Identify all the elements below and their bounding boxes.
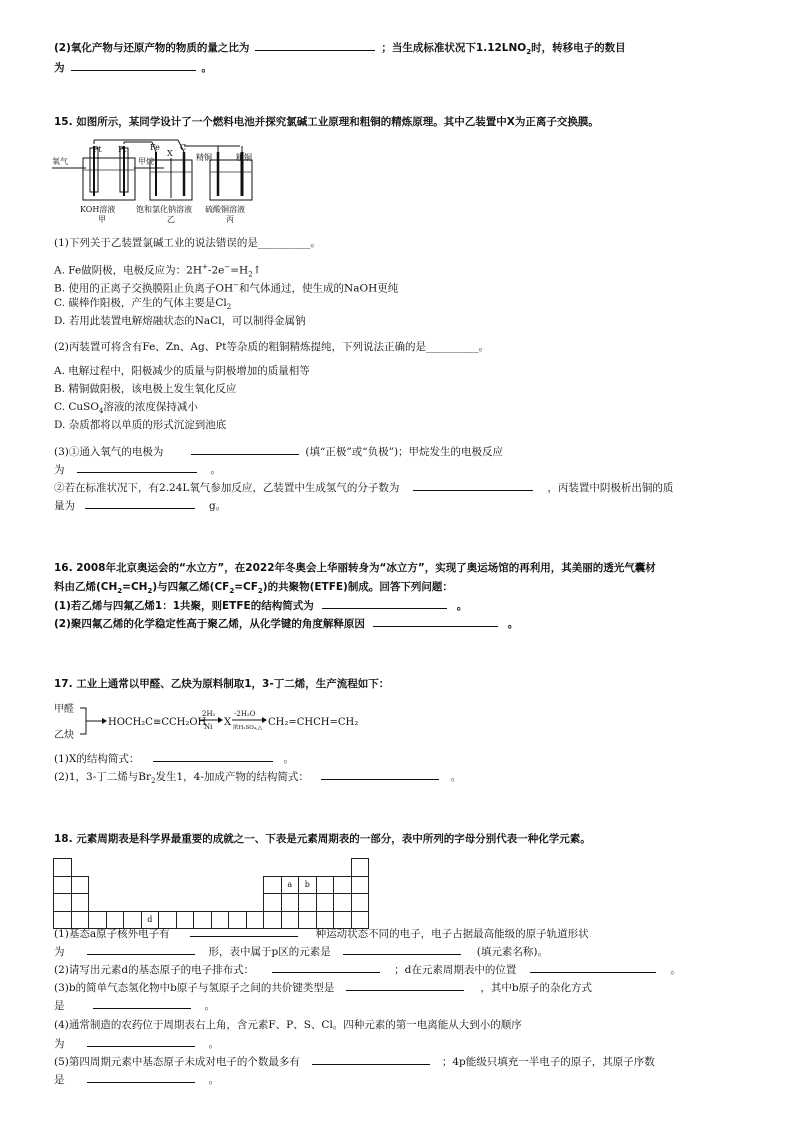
q15-text: ②若在标准状况下，有2.24L氧气参加反应，乙装置中生成氢气的分子数为 xyxy=(54,482,400,494)
subscript: 2 xyxy=(526,48,532,57)
answer-blank[interactable] xyxy=(530,962,656,973)
svg-text:CH₂=CHCH=CH₂: CH₂=CHCH=CH₂ xyxy=(268,717,359,728)
q17-text: 。 xyxy=(450,771,462,783)
svg-text:浓H₂SO₄,△: 浓H₂SO₄,△ xyxy=(233,725,262,731)
answer-blank[interactable] xyxy=(87,944,195,955)
q16-text: 。 xyxy=(456,600,468,612)
svg-text:Pt: Pt xyxy=(118,145,127,154)
subscript: 2 xyxy=(147,587,153,596)
answer-blank[interactable] xyxy=(272,962,380,973)
q18-text: ；4p能级只填充一半电子的原子，其原子序数 xyxy=(441,1056,655,1068)
q14-line-1 xyxy=(54,40,626,59)
subscript: 2 xyxy=(226,303,232,312)
subscript: 2 xyxy=(117,587,123,596)
element-a: a xyxy=(281,876,299,894)
q15-part3-line1 xyxy=(54,444,503,459)
subscript: 4 xyxy=(98,407,104,416)
svg-text:甲烷: 甲烷 xyxy=(138,157,154,166)
q15-option-D1[interactable]: D. 若用此装置电解熔融状态的NaCl，可以制得金属钠 xyxy=(54,315,306,327)
option-text: =H xyxy=(230,264,249,277)
beaker-bing xyxy=(210,160,252,200)
svg-text:乙: 乙 xyxy=(167,215,175,224)
svg-text:2H₂: 2H₂ xyxy=(202,710,216,718)
svg-text:Fe: Fe xyxy=(150,143,160,152)
subscript: 2 xyxy=(248,270,253,279)
q18-part4-line2 xyxy=(54,1036,219,1051)
answer-blank[interactable] xyxy=(343,944,461,955)
q17-title: 17. 工业上通常以甲醛、乙炔为原料制取1，3-丁二烯，生产流程如下： xyxy=(54,678,390,690)
answer-blank[interactable] xyxy=(77,462,197,473)
q15-part4-line1 xyxy=(54,480,673,495)
q18-text: (填元素名称)。 xyxy=(476,946,548,958)
subscript: 2 xyxy=(151,777,156,786)
q18-part1-line2 xyxy=(54,944,548,959)
option-text: ↑ xyxy=(252,264,262,277)
q17-text: (2)1，3-丁二烯与Br xyxy=(54,771,152,783)
q18-part3-line2 xyxy=(54,998,215,1013)
q17-part2 xyxy=(54,769,461,788)
answer-blank[interactable] xyxy=(87,1036,195,1047)
svg-text:Ni: Ni xyxy=(204,723,213,731)
answer-blank[interactable] xyxy=(322,598,447,609)
q16-text: (2)聚四氟乙烯的化学稳定性高于聚乙烯，从化学键的角度解释原因 xyxy=(54,618,365,630)
option-text: C. CuSO xyxy=(54,401,99,413)
q15-option-B1[interactable] xyxy=(54,278,398,296)
q15-option-A2[interactable]: A. 电解过程中，阳极减少的质量与阴极增加的质量相等 xyxy=(54,365,310,377)
answer-blank[interactable] xyxy=(93,998,191,1009)
q18-part2 xyxy=(54,962,681,977)
svg-text:氧气: 氧气 xyxy=(52,157,68,166)
answer-blank[interactable] xyxy=(321,769,439,780)
superscript: − xyxy=(224,263,231,271)
q16-text: )与四氟乙烯(CF xyxy=(152,581,230,593)
answer-blank[interactable] xyxy=(190,926,298,937)
answer-blank[interactable] xyxy=(373,616,498,627)
svg-text:甲: 甲 xyxy=(98,215,106,224)
answer-blank[interactable] xyxy=(87,1072,195,1083)
q18-text: 。 xyxy=(208,1038,219,1050)
svg-text:乙炔: 乙炔 xyxy=(54,730,74,741)
q18-part5-line2 xyxy=(54,1072,219,1087)
answer-blank[interactable] xyxy=(312,1054,430,1065)
q14-text: (2)氧化产物与还原产物的物质的量之比为 xyxy=(54,42,250,54)
svg-text:硫酸铜溶液: 硫酸铜溶液 xyxy=(205,205,245,214)
option-text: A. Fe做阴极，电极反应为：2H xyxy=(54,264,203,277)
option-text: 溶液的浓度保持减小 xyxy=(103,401,198,413)
q14-text: ；当生成标准状况下1.12LNO xyxy=(381,42,527,54)
q14-text: 。 xyxy=(201,62,212,74)
q15-option-C1[interactable] xyxy=(54,296,231,314)
answer-blank[interactable] xyxy=(255,40,375,51)
option-text: 和气体通过，使生成的NaOH更纯 xyxy=(239,282,399,295)
q18-part5-line1 xyxy=(54,1054,655,1069)
answer-blank[interactable] xyxy=(413,480,533,491)
answer-blank[interactable] xyxy=(71,60,196,71)
svg-text:丙: 丙 xyxy=(226,215,234,224)
q17-text: 。 xyxy=(283,753,294,765)
answer-blank[interactable] xyxy=(85,498,195,509)
q15-title: 15. 如图所示，某同学设计了一个燃料电池并探究氯碱工业原理和粗铜的精炼原理。其中乙装置中X为正离子交换膜。 xyxy=(54,116,599,128)
answer-blank[interactable] xyxy=(153,751,273,762)
answer-blank[interactable] xyxy=(191,444,299,455)
svg-text:饱和氯化钠溶液: 饱和氯化钠溶液 xyxy=(136,205,192,214)
q18-part1-line1 xyxy=(54,926,589,941)
q18-part3-line1 xyxy=(54,980,592,995)
q16-line-2 xyxy=(54,580,453,598)
q15-part3-line2 xyxy=(54,462,221,477)
q15-option-D2[interactable]: D. 杂质都将以单质的形式沉淀到池底 xyxy=(54,419,227,431)
q15-option-C2[interactable] xyxy=(54,400,198,418)
q15-text: 为 xyxy=(54,464,65,476)
periodic-table-fragment xyxy=(53,858,369,929)
q18-text: 。 xyxy=(670,964,681,976)
q18-text: (2)请写出元素d的基态原子的电子排布式： xyxy=(54,964,255,976)
q16-text: 料由乙烯(CH xyxy=(54,581,118,593)
q17-text: (1)X的结构简式： xyxy=(54,753,140,765)
svg-text:X: X xyxy=(167,149,173,158)
q18-text: 。 xyxy=(208,1074,219,1086)
electrolysis-apparatus-figure xyxy=(50,138,280,230)
svg-text:-2H₂O: -2H₂O xyxy=(234,710,256,718)
option-text: B. 使用的正离子交换膜阻止负离子OH xyxy=(54,282,234,295)
subscript: 2 xyxy=(229,587,235,596)
svg-text:Pt: Pt xyxy=(93,145,102,154)
q18-text: (5)第四周期元素中基态原子未成对电子的个数最多有 xyxy=(54,1056,300,1068)
svg-text:HOCH₂C≡CCH₂OH: HOCH₂C≡CCH₂OH xyxy=(108,717,207,728)
q18-text: (3)b的简单气态氢化物中b原子与氢原子之间的共价键类型是 xyxy=(54,982,335,994)
q16-text: =CH xyxy=(122,581,148,593)
q15-text: 量为 xyxy=(54,500,75,512)
element-d: d xyxy=(141,911,159,929)
q18-text: 。 xyxy=(204,1000,215,1012)
q18-title: 18. 元素周期表是科学界最重要的成就之一、下表是元素周期表的一部分，表中所列的字母分别代表一种化学元素。 xyxy=(54,833,591,845)
q14-text: 时，转移电子的数目 xyxy=(531,42,626,54)
beaker-jia xyxy=(83,158,135,200)
q18-text: (1)基态a原子核外电子有 xyxy=(54,928,170,940)
q15-text: (填“正极”或“负极”)；甲烷发生的电极反应 xyxy=(305,446,504,458)
svg-text:KOH溶液: KOH溶液 xyxy=(80,205,116,214)
option-text: -2e xyxy=(207,264,225,277)
q18-text: ，其中b原子的杂化方式 xyxy=(480,982,593,994)
q16-line-4 xyxy=(54,616,518,631)
option-text: C. 碳棒作阳极，产生的气体主要是Cl xyxy=(54,297,227,309)
q18-part4-line1: (4)通常制造的农药位于周期表右上角，含元素F、P、S、Cl。四种元素的第一电离能从大到小的顺序 xyxy=(54,1019,522,1031)
q15-text: g。 xyxy=(209,500,227,512)
svg-text:粗铜: 粗铜 xyxy=(236,153,252,162)
element-b: b xyxy=(299,876,317,894)
q15-text: (3)①通入氧气的电极为 xyxy=(54,446,164,458)
superscript: + xyxy=(202,263,208,271)
q16-text: 。 xyxy=(507,618,519,630)
q16-line-3 xyxy=(54,598,467,613)
q18-text: 形，表中属于p区的元素是 xyxy=(208,946,331,958)
q14-line-2 xyxy=(54,60,212,75)
synthesis-flow-diagram xyxy=(52,698,372,744)
q18-text: 种运动状态不同的电子，电子占据最高能级的原子轨道形状 xyxy=(315,928,589,940)
answer-blank[interactable] xyxy=(346,980,464,991)
q17-text: 发生1，4-加成产物的结构简式： xyxy=(155,771,309,783)
q14-text: 为 xyxy=(54,62,65,74)
svg-text:C: C xyxy=(180,143,187,152)
q16-text: )的共聚物(ETFE)制成。回答下列问题： xyxy=(262,581,453,593)
q15-option-B2[interactable]: B. 精铜做阳极，该电极上发生氧化反应 xyxy=(54,383,237,395)
q16-text: =CF xyxy=(234,581,258,593)
q15-part2: (2)丙装置可将含有Fe、Zn、Ag、Pt等杂质的粗铜精炼提纯，下列说法正确的是__________。 xyxy=(54,341,489,353)
svg-text:精铜: 精铜 xyxy=(196,153,212,162)
q18-text: 为 xyxy=(54,1038,65,1050)
svg-text:X: X xyxy=(224,717,232,728)
q18-text: ；d在元素周期表中的位置 xyxy=(394,964,517,976)
svg-text:甲醛: 甲醛 xyxy=(54,704,74,715)
subscript: 2 xyxy=(257,587,263,596)
q18-text: 是 xyxy=(54,1074,65,1086)
q15-text: ，丙装置中阴极析出铜的质 xyxy=(547,482,674,494)
q15-part1: (1)下列关于乙装置氯碱工业的说法错误的是__________。 xyxy=(54,237,321,249)
q18-text: 是 xyxy=(54,1000,65,1012)
superscript: − xyxy=(233,281,240,289)
q15-text: 。 xyxy=(210,464,221,476)
q16-text: (1)若乙烯与四氟乙烯1：1共聚，则ETFE的结构简式为 xyxy=(54,600,314,612)
q17-part1 xyxy=(54,751,294,766)
q16-line-1: 16. 2008年北京奥运会的“水立方”，在2022年冬奥会上华丽转身为“冰立方”，实现了奥运场馆的再利用，其美丽的透光气囊材 xyxy=(54,562,656,574)
q18-text: 为 xyxy=(54,946,65,958)
q15-part4-line2 xyxy=(54,498,226,513)
